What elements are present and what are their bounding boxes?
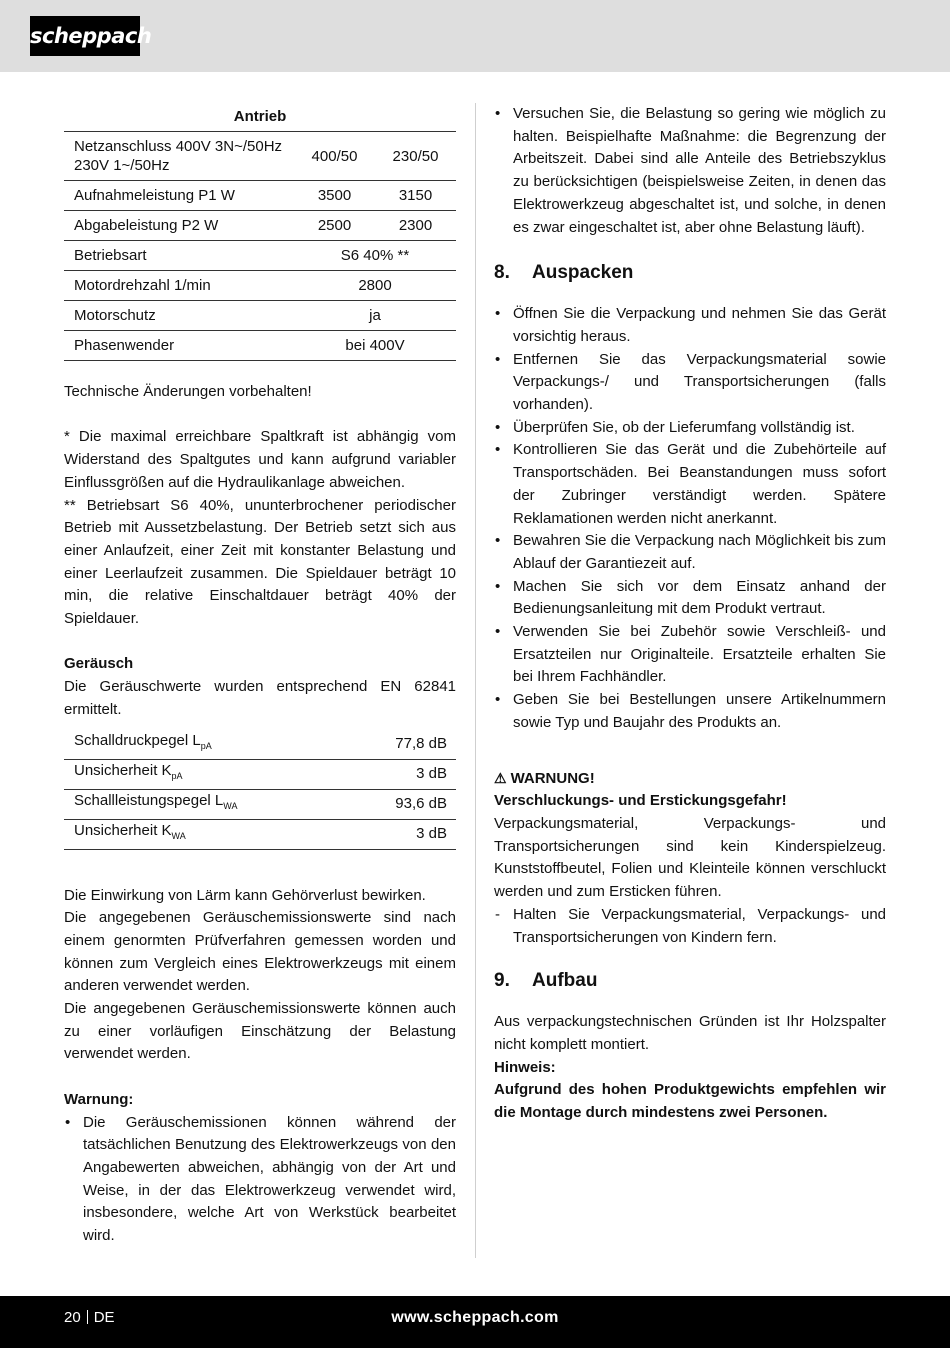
header-bar — [0, 0, 950, 72]
spec-label: Betriebsart — [64, 241, 294, 271]
spec-value: ja — [294, 301, 456, 331]
spec-table-title: Antrieb — [233, 108, 287, 125]
noise-value: 3 dB — [342, 819, 456, 849]
unpack-list — [494, 303, 886, 734]
table-row — [64, 301, 456, 331]
list-item: • Überprüfen Sie, ob der Lieferumfang vollständig ist. — [494, 417, 886, 440]
table-row — [64, 181, 456, 211]
scheppach-logo — [30, 16, 152, 56]
table-row — [64, 819, 456, 849]
load-list — [494, 103, 886, 239]
right-column — [494, 103, 886, 1125]
warning-heading: Warnung: — [64, 1090, 134, 1108]
spec-value-230: 230/50 — [375, 132, 456, 181]
list-item: • Die Geräuschemissionen können während der tatsächlichen Benutzung des Elektrowerkzeugs von den Angabewerten abweichen, abhängig von der Art und Weise, in der das Elektrowerkzeug verwendet wird, insbesondere, welche Art von Werkstück bearbeitet wird. — [64, 1112, 456, 1248]
list-item: • Verwenden Sie bei Zubehör sowie Verschleiß- und Ersatzteilen nur Originalteile. Ersatzteile erhalten Sie bei Ihrem Fachhändler. — [494, 621, 886, 689]
tech-note: Technische Änderungen vorbehalten! — [64, 383, 312, 400]
footer-bar — [0, 1296, 950, 1348]
noise-intro: Die Geräuschwerte wurden entsprechend EN 62841 ermittelt. — [64, 678, 456, 718]
column-divider — [475, 103, 476, 1258]
list-item: • Bewahren Sie die Verpackung nach Möglichkeit bis zum Ablauf der Garantiezeit auf. — [494, 530, 886, 575]
spec-label: Netzanschluss 400V 3N~/50Hz 230V 1~/50Hz — [64, 132, 294, 181]
list-item: • Geben Sie bei Bestellungen unsere Artikelnummern sowie Typ und Baujahr des Produkts an. — [494, 689, 886, 734]
noise-table — [64, 730, 456, 850]
spec-value-230: 3150 — [375, 181, 456, 211]
spec-value-400: 400/50 — [294, 132, 375, 181]
spec-label: Motordrehzahl 1/min — [64, 271, 294, 301]
list-item: • Versuchen Sie, die Belastung so gering wie möglich zu halten. Beispielhafte Maßnahme: die Begrenzung der Arbeitszeit. Dabei sind alle Anteile des Betriebszyklus zu berücksichtigen (beispielsweise Zeiten, in denen das Elektrowerkzeug abgeschaltet ist, und solche, in denen es zwar eingeschaltet ist, aber ohne Belastung läuft). — [494, 103, 886, 239]
section-heading-aufbau: 9. Aufbau — [494, 970, 598, 992]
list-item: • Entfernen Sie das Verpackungsmaterial sowie Verpackungs-/ und Transportsicherungen (falls vorhanden). — [494, 349, 886, 417]
table-row — [64, 331, 456, 361]
warning-subtitle: Verschluckungs- und Erstickungsgefahr! — [494, 792, 787, 810]
noise-paragraph-2: Die angegebenen Geräuschemissionswerte sind nach einem genormten Prüfverfahren gemessen worden und können zum Vergleich eines Elektrowerkzeugs mit einem anderen verwendet werden. — [64, 909, 456, 995]
table-row — [64, 789, 456, 819]
logo-text: scheppach — [30, 24, 152, 48]
table-row — [64, 730, 456, 760]
noise-value: 3 dB — [342, 759, 456, 789]
list-item: • Kontrollieren Sie das Gerät und die Zubehörteile auf Transportschäden. Bei Beanstandungen muss sofort der Zubringer verständigt werden. Spätere Reklamationen werden nicht anerkannt. — [494, 439, 886, 530]
section-heading-auspacken: 8. Auspacken — [494, 262, 634, 284]
spec-value: 2800 — [294, 271, 456, 301]
spec-label: Aufnahmeleistung P1 W — [64, 181, 294, 211]
spec-label: Phasenwender — [64, 331, 294, 361]
noise-label: Schalldruckpegel $L_{pA}$ — [64, 730, 342, 760]
noise-value: 93,6 dB — [342, 789, 456, 819]
table-row — [64, 211, 456, 241]
warning-text: Verpackungsmaterial, Verpackungs- und Transportsicherungen sind kein Kinderspielzeug. Kunststoffbeutel, Folien und Kleinteile können verschluckt werden und zum Ersticken führen. — [494, 814, 886, 901]
spec-label: Abgabeleistung P2 W — [64, 211, 294, 241]
aufbau-text: Aus verpackungstechnischen Gründen ist Ihr Holzspalter nicht komplett montiert. — [494, 1013, 886, 1053]
noise-value: 77,8 dB — [342, 730, 456, 760]
noise-label: Schallleistungspegel $L_{WA}$ — [64, 789, 342, 819]
footnote-1: * Die maximal erreichbare Spaltkraft ist abhängig vom Widerstand des Spaltgutes und kann aufgrund variabler Einflussgrößen auf die Hydraulikanlage abweichen. — [64, 428, 456, 491]
footnote-2: ** Betriebsart S6 40%, ununterbrochener periodischer Betrieb mit Aussetzbelastung. Der Betrieb setzt sich aus einer Anlaufzeit, einer Zeit mit konstanter Belastung und einer Leerlaufzeit zusammen. Die Spieldauer beträgt 10 min, die relative Einschaltdauer beträgt 40% der Spieldauer. — [64, 496, 456, 628]
noise-label: Unsicherheit $K_{pA}$ — [64, 759, 342, 789]
left-column — [64, 103, 456, 1248]
spec-table — [64, 131, 456, 361]
spec-value-230: 2300 — [375, 211, 456, 241]
spec-value-400: 2500 — [294, 211, 375, 241]
warning-label: ⚠ WARNUNG! — [494, 767, 886, 791]
hinweis-label: Hinweis: — [494, 1058, 556, 1076]
spec-value: bei 400V — [294, 331, 456, 361]
table-row — [64, 759, 456, 789]
noise-label: Unsicherheit $K_{WA}$ — [64, 819, 342, 849]
warning-dash-list — [494, 904, 886, 949]
hinweis-text: Aufgrund des hohen Produktgewichts empfehlen wir die Montage durch mindestens zwei Personen. — [494, 1081, 886, 1122]
warning-triangle-icon: ⚠ — [494, 769, 507, 786]
list-item: - Halten Sie Verpackungsmaterial, Verpackungs- und Transportsicherungen von Kindern fern. — [494, 904, 886, 949]
table-row — [64, 241, 456, 271]
noise-paragraph-3: Die angegebenen Geräuschemissionswerte können auch zu einer vorläufigen Einschätzung der Belastung verwendet werden. — [64, 1000, 456, 1063]
noise-heading: Geräusch — [64, 655, 134, 673]
spec-value: S6 40% ** — [294, 241, 456, 271]
list-item: • Öffnen Sie die Verpackung und nehmen Sie das Gerät vorsichtig heraus. — [494, 303, 886, 348]
website-url: www.scheppach.com — [391, 1309, 559, 1326]
list-item: • Machen Sie sich vor dem Einsatz anhand der Bedienungsanleitung mit dem Produkt vertraut. — [494, 576, 886, 621]
warning-list — [64, 1112, 456, 1248]
noise-paragraph-1: Die Einwirkung von Lärm kann Gehörverlust bewirken. — [64, 886, 426, 904]
table-row — [64, 271, 456, 301]
spec-label: Motorschutz — [64, 301, 294, 331]
spec-value-400: 3500 — [294, 181, 375, 211]
page-number: 20 DE — [64, 1309, 115, 1326]
table-row — [64, 132, 456, 181]
